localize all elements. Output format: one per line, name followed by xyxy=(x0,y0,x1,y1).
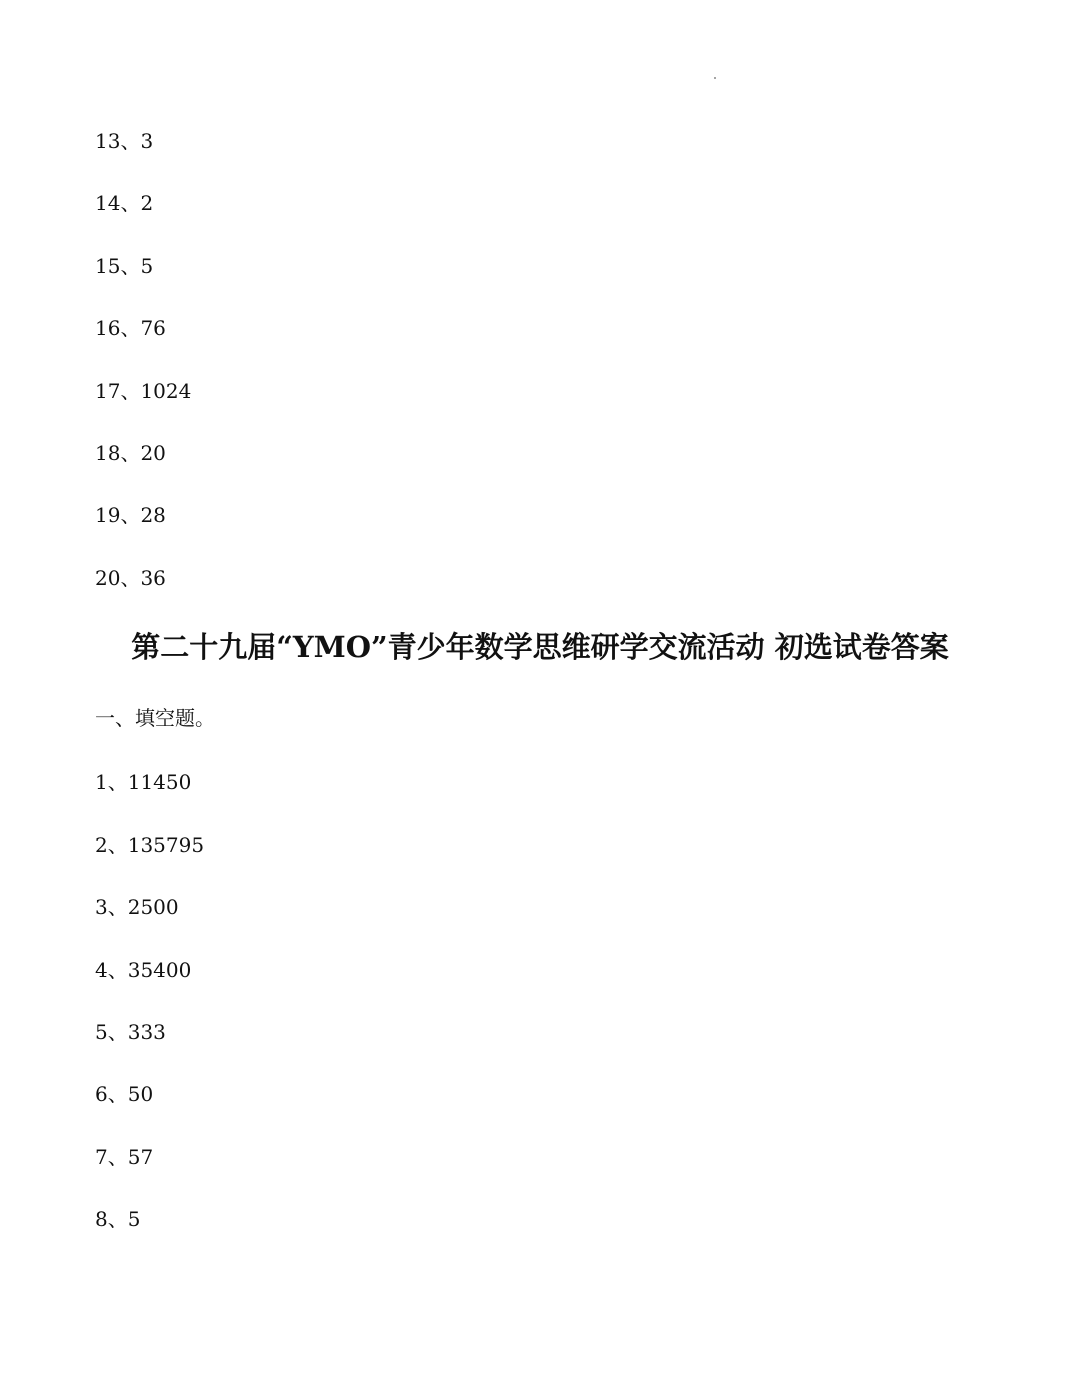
answer-line: 7、57 xyxy=(95,1145,154,1169)
answer-line: 3、2500 xyxy=(95,895,179,919)
answer-line: 2、135795 xyxy=(95,833,205,857)
page-title: 第二十九届“YMO”青少年数学思维研学交流活动 初选试卷答案 xyxy=(131,630,949,664)
answer-line: 18、20 xyxy=(95,441,166,465)
answer-line: 16、76 xyxy=(95,316,166,340)
section-heading: 一、填空题。 xyxy=(95,706,215,730)
scan-speck xyxy=(714,77,716,79)
answer-line: 4、35400 xyxy=(95,958,192,982)
answer-line: 6、50 xyxy=(95,1082,154,1106)
answer-line: 1、11450 xyxy=(95,770,192,794)
answer-line: 14、2 xyxy=(95,191,154,215)
answer-line: 20、36 xyxy=(95,566,166,590)
answer-line: 17、1024 xyxy=(95,379,192,403)
answer-line: 19、28 xyxy=(95,503,166,527)
answer-line: 5、333 xyxy=(95,1020,166,1044)
answer-line: 13、3 xyxy=(95,129,154,153)
answer-line: 15、5 xyxy=(95,254,154,278)
answer-line: 8、5 xyxy=(95,1207,141,1231)
